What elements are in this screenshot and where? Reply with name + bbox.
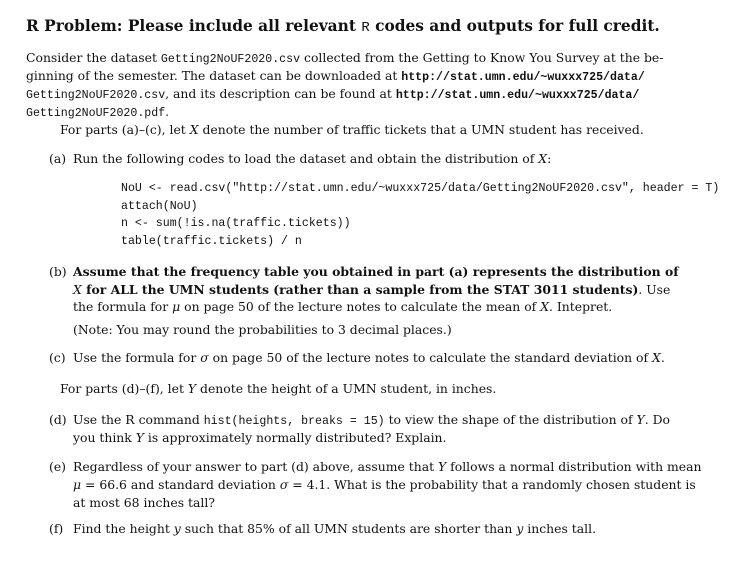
code-line-2: attach(NoU)	[121, 199, 198, 213]
part-d-label: (d)	[49, 412, 67, 427]
part-f: (f) Find the height y such that 85% of all UMN students are shorter than y inches tall.	[49, 521, 597, 536]
part-e-line-1: (e) Regardless of your answer to part (d) above, assume that Y follows a normal distribution with mean	[49, 459, 702, 474]
part-b-label: (b)	[49, 264, 67, 279]
intro-line-2: ginning of the semester. The dataset can be downloaded at http://stat.umn.edu/~wuxxx725/data/	[26, 68, 645, 84]
part-a-label: (a)	[49, 151, 67, 166]
part-c-label: (c)	[49, 350, 66, 365]
page-title	[26, 17, 660, 37]
part-d-line-2: you think Y is approximately normally distributed? Explain.	[73, 430, 447, 445]
part-b-line-2: X for ALL the UMN students (rather than a sample from the STAT 3011 students). Use	[73, 282, 671, 297]
part-b-line-1: (b) Assume that the frequency table you obtained in part (a) represents the distribution of	[49, 264, 679, 279]
hist-command: hist(heights, breaks = 15)	[203, 415, 385, 428]
part-a: (a) Run the following codes to load the dataset and obtain the distribution of X:	[49, 151, 552, 166]
code-line-4: table(traffic.tickets) / n	[121, 234, 302, 248]
part-d-line-1: (d) Use the R command hist(heights, breaks = 15) to view the shape of the distribution of Y. Do	[49, 412, 670, 428]
intro-line-4: Getting2NoUF2020.pdf.	[26, 104, 170, 120]
part-f-label: (f)	[49, 521, 64, 536]
dataset-url: http://stat.umn.edu/~wuxxx725/data/	[401, 71, 645, 84]
part-b-line-3: the formula for μ on page 50 of the lecture notes to calculate the mean of X. Intepret.	[73, 299, 613, 314]
part-c: (c) Use the formula for σ on page 50 of the lecture notes to calculate the standard deviation of X.	[49, 350, 665, 365]
title-lead: R Problem: Please include all relevant	[26, 17, 362, 35]
description-filename: Getting2NoUF2020.pdf	[26, 107, 166, 120]
parts-df-intro: For parts (d)–(f), let Y denote the height of a UMN student, in inches.	[60, 381, 497, 396]
parts-ac-intro: For parts (a)–(c), let X denote the number of traffic tickets that a UMN student has received.	[60, 122, 644, 137]
description-url: http://stat.umn.edu/~wuxxx725/data/	[395, 89, 640, 102]
code-line-1: NoU <- read.csv("http://stat.umn.edu/~wuxxx725/data/Getting2NoUF2020.csv", header = T)	[121, 182, 720, 195]
title-r-code: R	[361, 20, 370, 36]
part-e-label: (e)	[49, 459, 67, 474]
part-b-note: (Note: You may round the probabilities to 3 decimal places.)	[73, 322, 452, 337]
part-e-line-3: at most 68 inches tall?	[73, 495, 215, 510]
code-line-3: n <- sum(!is.na(traffic.tickets))	[121, 217, 351, 230]
intro-line-3: Getting2NoUF2020.csv, and its description can be found at http://stat.umn.edu/~wuxxx725/data/	[26, 86, 640, 102]
dataset-filename: Getting2NoUF2020.csv	[160, 53, 301, 66]
code-block	[121, 180, 719, 250]
title-mid: codes and outputs for full credit.	[369, 17, 660, 35]
intro-line-1: Consider the dataset Getting2NoUF2020.csv collected from the Getting to Know You Survey at the be-	[26, 50, 664, 66]
part-e-line-2: μ = 66.6 and standard deviation σ = 4.1. What is the probability that a randomly chosen student is	[73, 477, 696, 492]
